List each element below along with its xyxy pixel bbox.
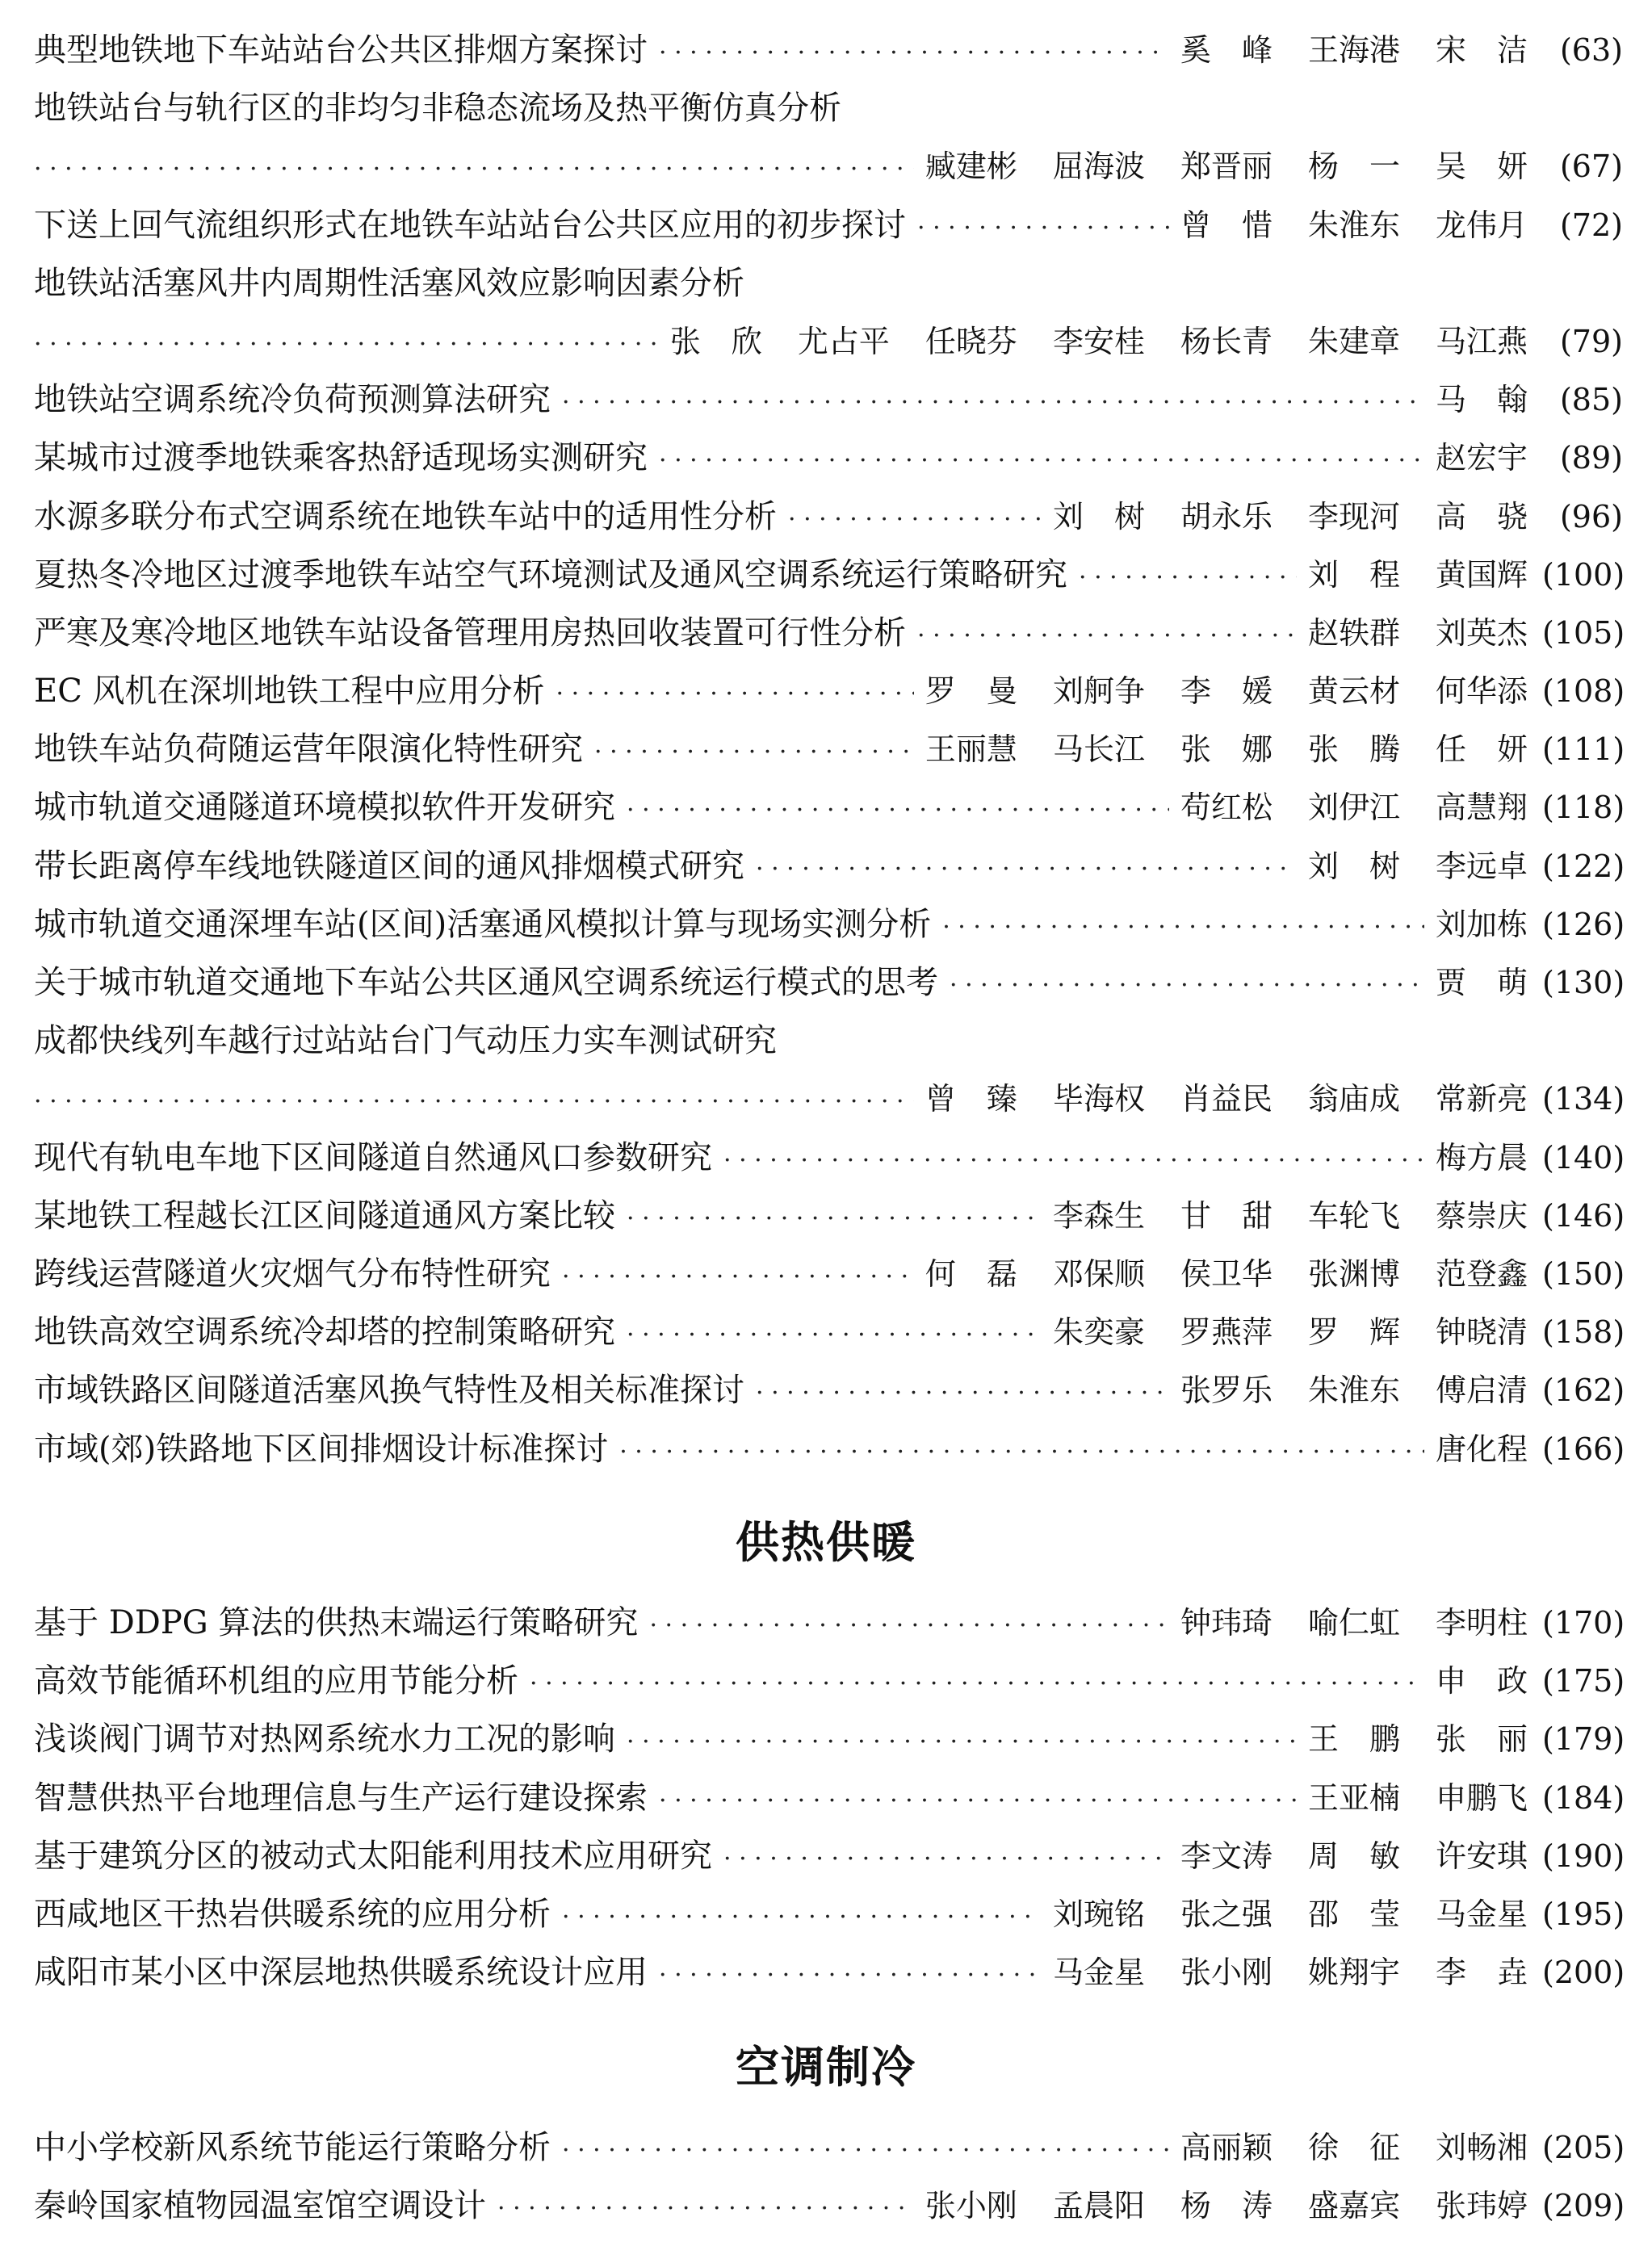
entry-page: (184)	[1542, 1779, 1625, 1816]
leader-dots	[594, 723, 914, 782]
toc-entry	[34, 1245, 1623, 1303]
entry-title: 智慧供热平台地理信息与生产运行建设探索	[34, 1779, 648, 1817]
toc-entry	[34, 429, 1623, 487]
toc-entry-continuation	[34, 137, 1623, 195]
author: 任 妍	[1435, 731, 1528, 768]
author: 张小刚	[1180, 1955, 1273, 1991]
author: 张小刚	[925, 2188, 1017, 2224]
toc-entry	[34, 895, 1623, 953]
author: 朱建章	[1307, 323, 1400, 359]
entry-title: 地铁站台与轨行区的非均匀非稳态流场及热平衡仿真分析	[34, 90, 841, 128]
entry-authors	[1436, 895, 1528, 953]
author: 申 政	[1435, 1663, 1528, 1699]
leader-dots	[942, 899, 1424, 957]
author: 何 磊	[925, 1255, 1017, 1292]
author: 刘 树	[1052, 498, 1145, 534]
entry-authors	[1308, 604, 1528, 662]
author: 杨 涛	[1180, 2188, 1273, 2224]
author: 马金星	[1435, 1896, 1528, 1932]
entry-page: (162)	[1542, 1373, 1625, 1409]
author: 黄国辉	[1435, 556, 1528, 593]
entry-title: 地铁车站负荷随运营年限演化特性研究	[34, 731, 583, 769]
author: 刘琬铭	[1052, 1896, 1145, 1932]
entry-authors	[925, 1070, 1528, 1128]
entry-title: 城市轨道交通深埋车站(区间)活塞通风模拟计算与现场实测分析	[34, 905, 932, 943]
author: 臧建彬	[925, 149, 1017, 185]
entry-title: 某城市过渡季地铁乘客热舒适现场实测研究	[34, 439, 648, 477]
author: 喻仁虹	[1307, 1605, 1400, 1641]
author: 杨长青	[1180, 323, 1273, 359]
leader-dots	[627, 1190, 1042, 1248]
entry-title: 城市轨道交通隧道环境模拟软件开发研究	[34, 789, 615, 827]
author: 高 骁	[1435, 498, 1528, 534]
author: 赵宏宇	[1435, 440, 1528, 476]
toc-entry	[34, 79, 1623, 137]
author: 刘 程	[1307, 556, 1400, 593]
entry-authors	[1308, 837, 1528, 895]
leader-dots	[619, 1423, 1424, 1482]
entry-page: (72)	[1559, 207, 1623, 243]
entry-title: 跨线运营隧道火灾烟气分布特性研究	[34, 1255, 551, 1293]
toc-entry	[34, 1303, 1623, 1361]
author: 徐 征	[1307, 2130, 1400, 2165]
author: 罗 辉	[1307, 1314, 1400, 1351]
entry-authors	[1436, 953, 1528, 1012]
leader-dots	[562, 1248, 914, 1306]
table-of-contents-heating	[34, 1594, 1623, 2001]
entry-authors	[1053, 1303, 1528, 1361]
author: 李明柱	[1435, 1605, 1528, 1641]
entry-authors	[1436, 371, 1528, 429]
author: 孟晨阳	[1052, 2188, 1145, 2224]
entry-page: (126)	[1542, 906, 1625, 942]
entry-authors	[925, 2177, 1528, 2235]
entry-authors	[1436, 1420, 1528, 1478]
entry-authors	[1180, 778, 1528, 836]
leader-dots	[659, 432, 1424, 490]
entry-authors	[925, 1245, 1528, 1303]
author: 梅方晨	[1435, 1139, 1528, 1176]
entry-authors	[1308, 1710, 1528, 1768]
entry-title: 地铁站空调系统冷负荷预测算法研究	[34, 381, 551, 419]
author: 邵 莹	[1307, 1896, 1400, 1932]
entry-title: 典型地铁地下车站站台公共区排烟方案探讨	[34, 31, 648, 69]
entry-page: (190)	[1542, 1838, 1625, 1874]
entry-page: (179)	[1542, 1721, 1625, 1758]
author: 贾 萌	[1435, 965, 1528, 1000]
leader-dots	[627, 782, 1169, 840]
author: 邓保顺	[1052, 1255, 1145, 1292]
author: 毕海权	[1052, 1081, 1145, 1117]
entry-title: 基于建筑分区的被动式太阳能利用技术应用研究	[34, 1837, 712, 1875]
leader-dots	[659, 1947, 1042, 2005]
author: 盛嘉宾	[1307, 2188, 1400, 2224]
entry-authors	[1180, 1827, 1528, 1885]
entry-page: (96)	[1559, 498, 1623, 534]
entry-title: 西咸地区干热岩供暖系统的应用分析	[34, 1895, 551, 1933]
entry-page: (100)	[1542, 556, 1625, 593]
author: 张罗乐	[1180, 1373, 1273, 1409]
leader-dots	[1079, 549, 1297, 607]
author: 张 腾	[1307, 731, 1400, 768]
toc-entry	[34, 1652, 1623, 1710]
toc-entry	[34, 720, 1623, 778]
toc-entry	[34, 2119, 1623, 2177]
toc-entry-continuation	[34, 312, 1623, 371]
leader-dots	[756, 1364, 1169, 1423]
leader-dots	[723, 1132, 1424, 1190]
author: 何华添	[1435, 673, 1528, 710]
entry-authors	[1436, 429, 1528, 487]
entry-page: (118)	[1542, 790, 1625, 826]
entry-page: (205)	[1542, 2130, 1625, 2165]
author: 尤占平	[797, 323, 890, 359]
author: 张 丽	[1435, 1721, 1528, 1758]
entry-page: (146)	[1542, 1197, 1625, 1234]
toc-entry	[34, 1769, 1623, 1827]
author: 朱淮东	[1307, 1373, 1400, 1409]
entry-page: (150)	[1542, 1255, 1625, 1292]
toc-entry	[34, 1361, 1623, 1419]
entry-page: (130)	[1542, 965, 1625, 1000]
author: 刘畅湘	[1435, 2130, 1528, 2165]
author: 曾 臻	[925, 1081, 1017, 1117]
author: 任晓芬	[925, 323, 1017, 359]
entry-page: (108)	[1542, 673, 1625, 710]
entry-title: 市域(郊)铁路地下区间排烟设计标准探讨	[34, 1430, 609, 1468]
entry-title: 关于城市轨道交通地下车站公共区通风空调系统运行模式的思考	[34, 964, 938, 1001]
toc-entry	[34, 1943, 1623, 2001]
author: 李现河	[1307, 498, 1400, 534]
toc-entry	[34, 837, 1623, 895]
leader-dots	[627, 1306, 1042, 1364]
leader-dots	[562, 374, 1424, 432]
author: 高慧翔	[1435, 790, 1528, 826]
entry-page: (140)	[1542, 1139, 1625, 1176]
entry-title: 中小学校新风系统节能运行策略分析	[34, 2129, 551, 2166]
entry-page: (63)	[1559, 32, 1623, 68]
author: 车轮飞	[1307, 1197, 1400, 1234]
entry-page: (89)	[1559, 440, 1623, 476]
entry-authors	[1053, 1943, 1528, 2001]
author: 李安桂	[1052, 323, 1145, 359]
entry-page: (134)	[1542, 1081, 1625, 1117]
toc-entry	[34, 254, 1623, 312]
leader-dots	[34, 1073, 914, 1131]
entry-title: 成都快线列车越行过站站台门气动压力实车测试研究	[34, 1022, 777, 1060]
author: 范登鑫	[1435, 1255, 1528, 1292]
entry-page: (175)	[1542, 1663, 1625, 1699]
author: 赵轶群	[1307, 614, 1400, 651]
author: 罗燕萍	[1180, 1314, 1273, 1351]
toc-entry	[34, 1187, 1623, 1245]
entry-title: 地铁站活塞风井内周期性活塞风效应影响因素分析	[34, 264, 744, 302]
entry-page: (209)	[1542, 2188, 1625, 2224]
author: 王亚楠	[1307, 1779, 1400, 1816]
entry-page: (200)	[1542, 1955, 1625, 1991]
author: 钟玮琦	[1180, 1605, 1273, 1641]
author: 刘舸争	[1052, 673, 1145, 710]
toc-entry	[34, 1827, 1623, 1885]
author: 吴 妍	[1435, 149, 1528, 185]
entry-authors	[1436, 1129, 1528, 1187]
author: 刘 树	[1307, 848, 1400, 884]
leader-dots	[659, 1772, 1297, 1830]
author: 张渊博	[1307, 1255, 1400, 1292]
entry-title: 夏热冬冷地区过渡季地铁车站空气环境测试及通风空调系统运行策略研究	[34, 555, 1067, 593]
entry-title: 基于 DDPG 算法的供热末端运行策略研究	[34, 1604, 639, 1641]
entry-authors	[1308, 546, 1528, 604]
author: 马江燕	[1435, 323, 1528, 359]
entry-authors	[1436, 1652, 1528, 1710]
toc-entry	[34, 1012, 1623, 1070]
author: 肖益民	[1180, 1081, 1273, 1117]
toc-entry	[34, 662, 1623, 720]
author: 周 敏	[1307, 1838, 1400, 1874]
leader-dots	[950, 957, 1424, 1015]
toc-entry	[34, 488, 1623, 546]
author: 傅启清	[1435, 1373, 1528, 1409]
author: 马金星	[1052, 1955, 1145, 1991]
author: 张之强	[1180, 1896, 1273, 1932]
author: 刘伊江	[1307, 790, 1400, 826]
entry-title: 水源多联分布式空调系统在地铁车站中的适用性分析	[34, 497, 777, 535]
author: 李森生	[1052, 1197, 1145, 1234]
entry-title: 咸阳市某小区中深层地热供暖系统设计应用	[34, 1954, 648, 1992]
leader-dots	[530, 1655, 1424, 1713]
entry-page: (166)	[1542, 1431, 1625, 1467]
leader-dots	[497, 2180, 914, 2238]
entry-authors	[1180, 1594, 1528, 1652]
toc-entry	[34, 604, 1623, 662]
leader-dots	[556, 665, 914, 723]
author: 翁庙成	[1307, 1081, 1400, 1117]
author: 甘 甜	[1180, 1197, 1273, 1234]
author: 常新亮	[1435, 1081, 1528, 1117]
leader-dots	[649, 1597, 1169, 1655]
author: 屈海波	[1052, 149, 1145, 185]
leader-dots	[562, 1888, 1042, 1947]
entry-title: 秦岭国家植物园温室馆空调设计	[34, 2187, 486, 2225]
author: 胡永乐	[1180, 498, 1273, 534]
leader-dots	[34, 316, 659, 374]
table-of-contents-ac	[34, 2119, 1623, 2235]
author: 朱淮东	[1307, 207, 1400, 243]
entry-page: (122)	[1542, 848, 1625, 884]
author: 李文涛	[1180, 1838, 1273, 1874]
author: 黄云材	[1307, 673, 1400, 710]
toc-entry	[34, 21, 1623, 79]
section-heading-heating: 供热供暖	[736, 1517, 916, 1568]
entry-authors	[925, 720, 1528, 778]
leader-dots	[627, 1713, 1297, 1771]
author: 刘英杰	[1435, 614, 1528, 651]
author: 刘加栋	[1435, 906, 1528, 942]
entry-authors	[1053, 1885, 1528, 1943]
author: 唐化程	[1435, 1431, 1528, 1467]
entry-authors	[1308, 1769, 1528, 1827]
leader-dots	[562, 2122, 1169, 2180]
table-of-contents	[34, 21, 1623, 1478]
section-heading-air-conditioning: 空调制冷	[736, 2042, 916, 2093]
author: 罗 曼	[925, 673, 1017, 710]
author: 钟晓清	[1435, 1314, 1528, 1351]
leader-dots	[917, 199, 1169, 258]
entry-authors	[1180, 196, 1528, 254]
toc-entry	[34, 778, 1623, 836]
toc-entry-continuation	[34, 1070, 1623, 1128]
entry-page: (170)	[1542, 1605, 1625, 1641]
entry-title: 现代有轨电车地下区间隧道自然通风口参数研究	[34, 1138, 712, 1176]
entry-page: (67)	[1559, 149, 1623, 185]
author: 王 鹏	[1307, 1721, 1400, 1758]
entry-authors	[1180, 2119, 1528, 2177]
author: 王海港	[1307, 32, 1400, 68]
author: 李 垚	[1435, 1955, 1528, 1991]
toc-entry	[34, 953, 1623, 1012]
entry-title: 严寒及寒冷地区地铁车站设备管理用房热回收装置可行性分析	[34, 614, 906, 652]
author: 张 欣	[669, 323, 762, 359]
entry-title: 地铁高效空调系统冷却塔的控制策略研究	[34, 1314, 615, 1352]
entry-page: (85)	[1559, 382, 1623, 418]
entry-title: EC 风机在深圳地铁工程中应用分析	[34, 673, 545, 710]
toc-entry	[34, 196, 1623, 254]
author: 申鹏飞	[1435, 1779, 1528, 1816]
author: 苟红松	[1180, 790, 1273, 826]
entry-authors	[925, 662, 1528, 720]
author: 张 娜	[1180, 731, 1273, 768]
author: 许安琪	[1435, 1838, 1528, 1874]
author: 马长江	[1052, 731, 1145, 768]
author: 蔡崇庆	[1435, 1197, 1528, 1234]
entry-page: (158)	[1542, 1314, 1625, 1351]
toc-entry	[34, 1129, 1623, 1187]
leader-dots	[723, 1830, 1169, 1888]
author: 朱奕豪	[1052, 1314, 1145, 1351]
entry-title: 某地铁工程越长江区间隧道通风方案比较	[34, 1197, 615, 1234]
author: 奚 峰	[1180, 32, 1273, 68]
entry-authors	[1180, 1361, 1528, 1419]
leader-dots	[917, 607, 1297, 665]
author: 李远卓	[1435, 848, 1528, 884]
entry-authors	[670, 312, 1528, 371]
entry-title: 浅谈阀门调节对热网系统水力工况的影响	[34, 1720, 615, 1758]
entry-authors	[925, 137, 1528, 195]
toc-entry	[34, 546, 1623, 604]
author: 杨 一	[1307, 149, 1400, 185]
entry-authors	[1053, 1187, 1528, 1245]
author: 高丽颖	[1180, 2130, 1273, 2165]
author: 龙伟月	[1435, 207, 1528, 243]
toc-entry	[34, 1420, 1623, 1478]
leader-dots	[756, 840, 1297, 899]
entry-page: (105)	[1542, 614, 1625, 651]
leader-dots	[34, 140, 914, 199]
author: 马 翰	[1435, 382, 1528, 418]
author: 曾 惜	[1180, 207, 1273, 243]
entry-title: 市域铁路区间隧道活塞风换气特性及相关标准探讨	[34, 1372, 744, 1410]
author: 宋 洁	[1435, 32, 1528, 68]
entry-page: (195)	[1542, 1896, 1625, 1932]
author: 李 媛	[1180, 673, 1273, 710]
toc-entry	[34, 1594, 1623, 1652]
entry-title: 带长距离停车线地铁隧道区间的通风排烟模式研究	[34, 847, 744, 885]
entry-title: 高效节能循环机组的应用节能分析	[34, 1662, 518, 1700]
author: 张玮婷	[1435, 2188, 1528, 2224]
toc-entry	[34, 371, 1623, 429]
author: 侯卫华	[1180, 1255, 1273, 1292]
entry-page: (79)	[1559, 323, 1623, 359]
entry-page: (111)	[1542, 731, 1625, 768]
author: 王丽慧	[925, 731, 1017, 768]
leader-dots	[659, 24, 1169, 82]
entry-title: 下送上回气流组织形式在地铁车站站台公共区应用的初步探讨	[34, 206, 906, 244]
author: 郑晋丽	[1180, 149, 1273, 185]
toc-entry	[34, 1710, 1623, 1768]
toc-entry	[34, 2177, 1623, 2235]
toc-entry	[34, 1885, 1623, 1943]
entry-authors	[1053, 488, 1528, 546]
entry-authors	[1180, 21, 1528, 79]
leader-dots	[788, 491, 1042, 549]
author: 姚翔宇	[1307, 1955, 1400, 1991]
